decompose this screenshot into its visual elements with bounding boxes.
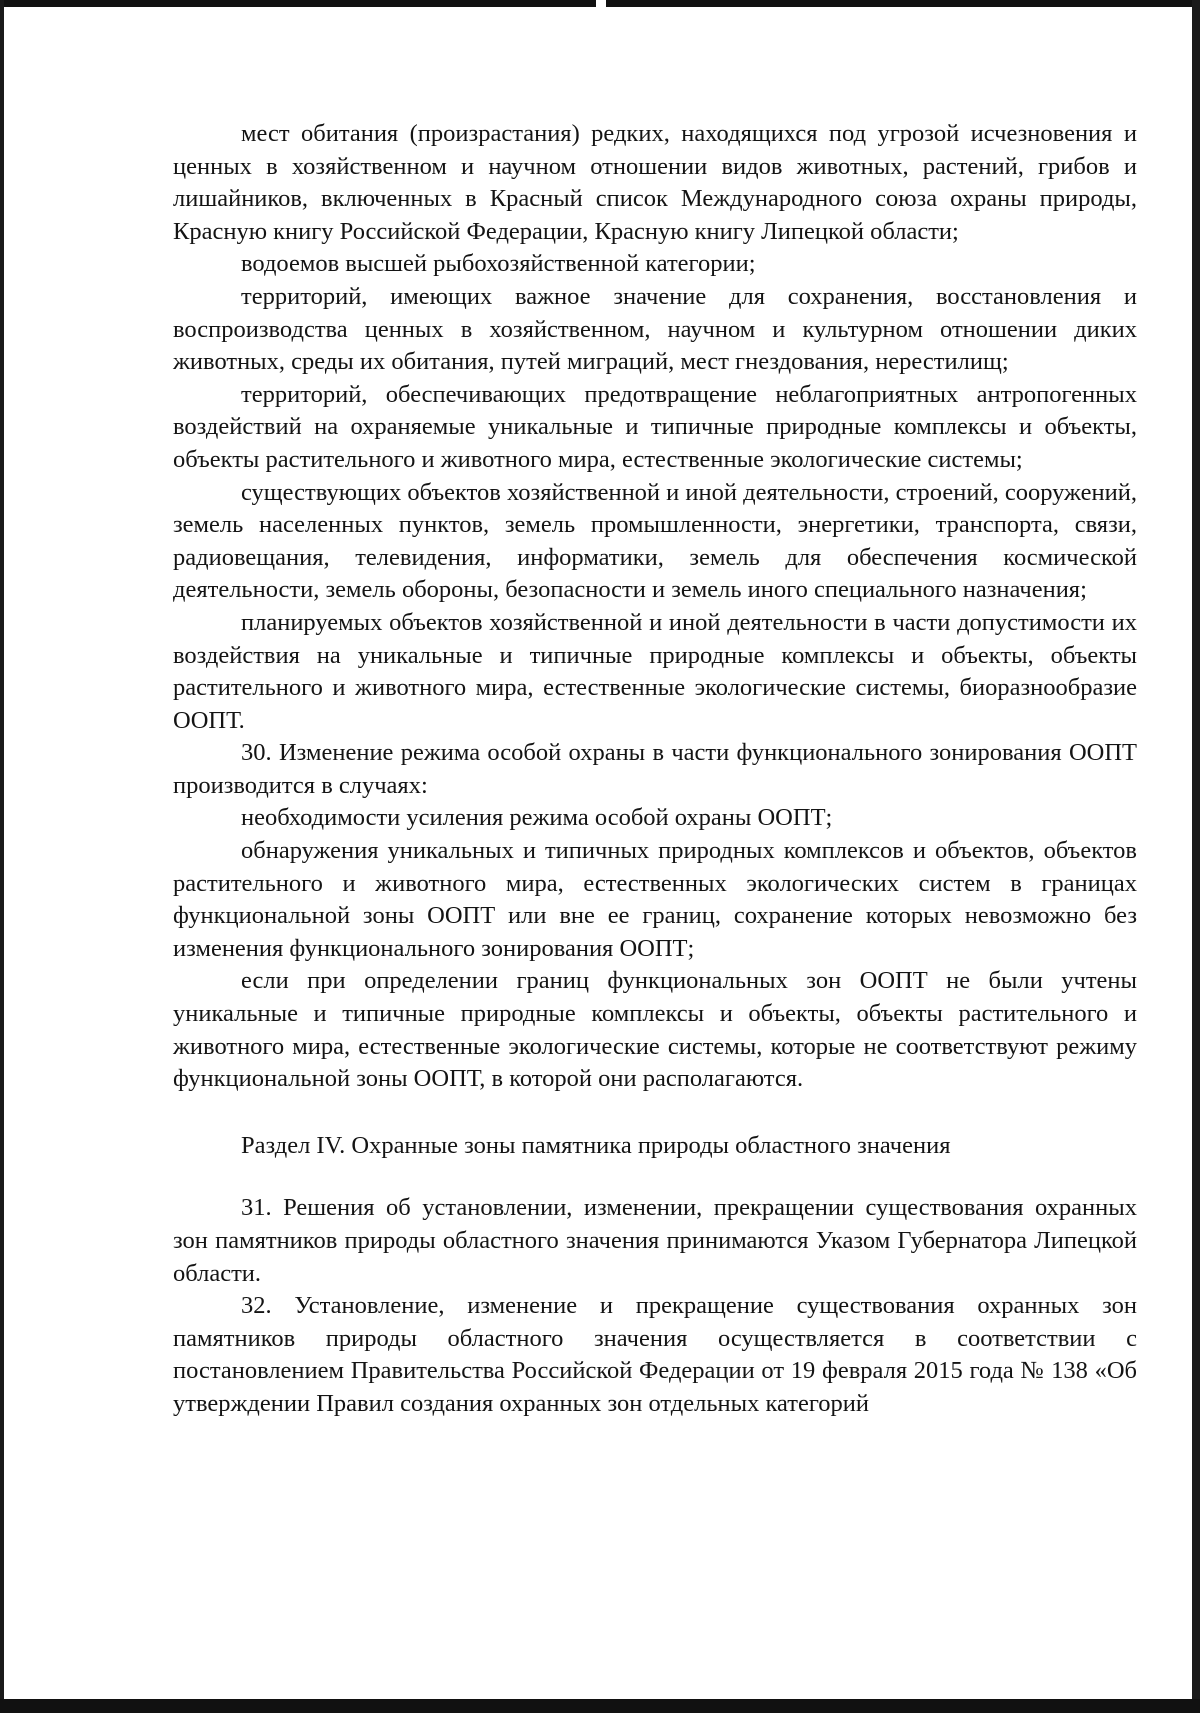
scan-border-right <box>1192 0 1200 1713</box>
scan-border-bottom <box>0 1699 1200 1713</box>
document-page <box>173 118 1137 1421</box>
scan-border-top-left <box>0 0 596 7</box>
paragraph-important-territories: территорий, имеющих важное значение для сохранения, восстановления и воспроизводства ценных в хозяйственном, научном и культурном отношении диких животных, среды их обитания, путей миграций, мест гнездования, нерестилищ; <box>173 282 1137 376</box>
scan-border-left <box>0 0 4 1713</box>
section-heading: Раздел IV. Охранные зоны памятника природы областного значения <box>241 1131 951 1159</box>
paragraph-item-32: 32. Установление, изменение и прекращение существования охранных зон памятников природы областного значения осуществляется в соответствии с постановлением Правительства Российской Федерации от 19 февраля 2015 года № 138 «Об утверждении Правил создания охранных зон отдельных категорий <box>173 1292 1137 1417</box>
paragraph-strengthening-regime: необходимости усиления режима особой охраны ООПТ; <box>241 804 833 832</box>
paragraph-protective-territories: территорий, обеспечивающих предотвращение неблагоприятных антропогенных воздействий на охраняемые уникальные и типичные природные комплексы и объекты, объекты растительного и животного мира, естественные экологические системы; <box>173 380 1137 473</box>
paragraph-water-bodies: водоемов высшей рыбохозяйственной категории; <box>241 250 756 278</box>
paragraph-habitats: мест обитания (произрастания) редких, находящихся под угрозой исчезновения и ценных в хозяйственном и научном отношении видов животных, растений, грибов и лишайников, включенных в Красный список Международного союза охраны природы, Красную книгу Российской Федерации, Красную книгу Липецкой области; <box>173 120 1137 245</box>
paragraph-discovery: обнаружения уникальных и типичных природных комплексов и объектов, объектов растительного и животного мира, естественных экологических систем в границах функциональной зоны ООПТ или вне ее границ, сохранение которых невозможно без изменения функционального зонирования ООПТ; <box>173 837 1137 962</box>
paragraph-item-31: 31. Решения об установлении, изменении, прекращении существования охранных зон памятников природы областного значения принимаются Указом Губернатора Липецкой области. <box>173 1194 1137 1287</box>
paragraph-existing-objects: существующих объектов хозяйственной и иной деятельности, строений, сооружений, земель населенных пунктов, земель промышленности, энергетики, транспорта, связи, радиовещания, телевидения, информатики, земель для обеспечения космической деятельности, земель обороны, безопасности и земель иного специального назначения; <box>173 478 1137 604</box>
paragraph-planned-objects: планируемых объектов хозяйственной и иной деятельности в части допустимости их воздействия на уникальные и типичные природные комплексы и объекты, объекты растительного и животного мира, естественные экологические системы, биоразнообразие ООПТ. <box>173 608 1137 734</box>
paragraph-not-accounted: если при определении границ функциональных зон ООПТ не были учтены уникальные и типичные природные комплексы и объекты, объекты растительного и животного мира, естественные экологические системы, которые не соответствуют режиму функциональной зоны ООПТ, в которой они располагаются. <box>173 967 1137 1093</box>
scan-border-top-right <box>606 0 1200 7</box>
paragraph-item-30: 30. Изменение режима особой охраны в части функционального зонирования ООПТ производится в случаях: <box>173 739 1137 799</box>
